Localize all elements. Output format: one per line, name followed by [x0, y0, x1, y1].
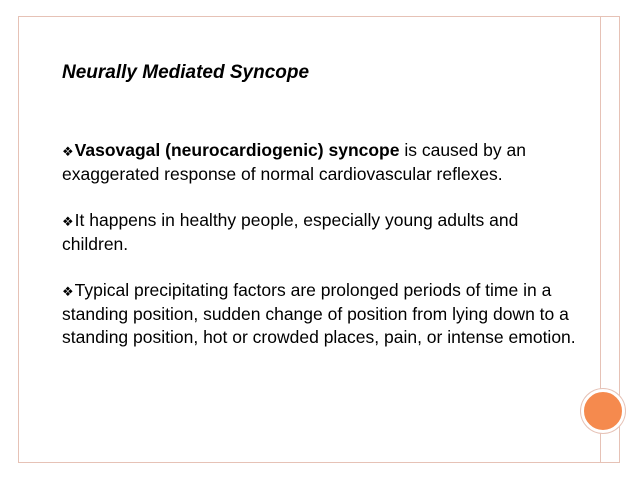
bullet-paragraph-precipitating-factors: [62, 279, 582, 349]
diamond-bullet-icon: ❖: [62, 144, 74, 159]
slide-body: [62, 139, 582, 372]
bullet-paragraph-vasovagal: [62, 139, 582, 186]
diamond-bullet-icon: ❖: [62, 214, 74, 229]
paragraph-text: It happens in healthy people, especially young adults and children.: [62, 210, 519, 254]
diamond-bullet-icon: ❖: [62, 284, 74, 299]
orange-circle-decoration: [581, 389, 625, 433]
paragraph-text: Typical precipitating factors are prolonged periods of time in a standing position, sudden change of position from lying down to a standing position, hot or crowded places, pain, or intense emotion.: [62, 280, 576, 347]
term-vasovagal: Vasovagal (neurocardiogenic) syncope: [74, 140, 400, 160]
paragraph-text: is caused by an exaggerated response of normal cardiovascular reflexes.: [62, 140, 526, 184]
bullet-paragraph-healthy-people: [62, 209, 582, 256]
slide-title: Neurally Mediated Syncope: [62, 62, 310, 83]
